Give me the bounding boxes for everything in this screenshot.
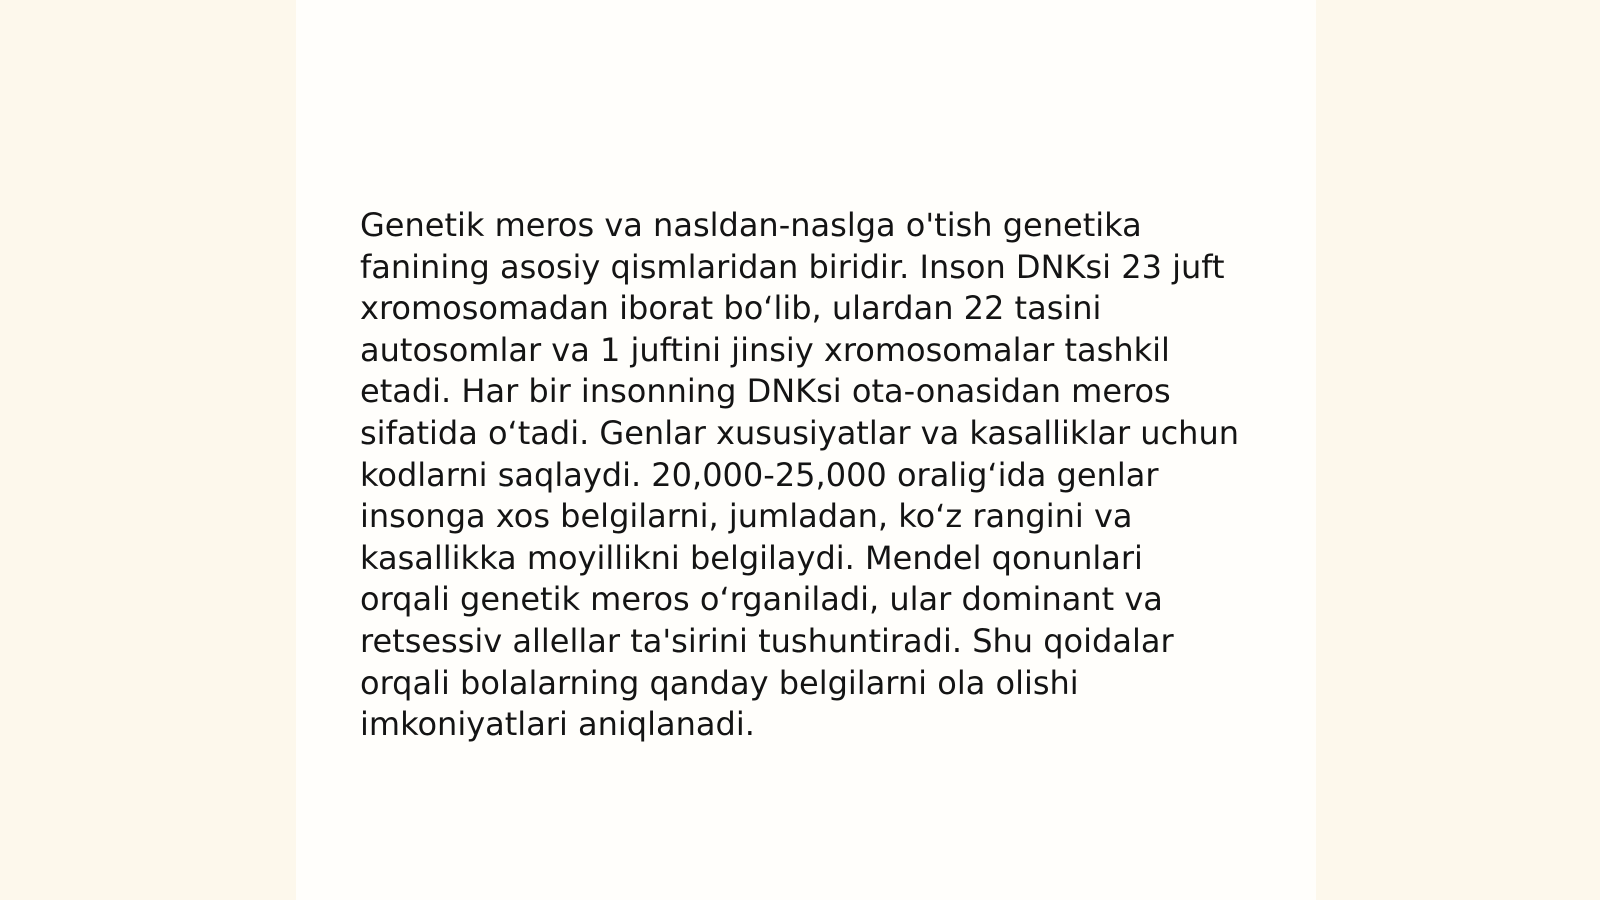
paragraph-line: insonga xos belgilarni, jumladan, ko‘z rangini va	[360, 497, 1133, 536]
paragraph-line: kodlarni saqlaydi. 20,000-25,000 oralig‘ida genlar	[360, 455, 1159, 494]
paragraph-line: orqali genetik meros o‘rganiladi, ular dominant va	[360, 580, 1163, 619]
paragraph-line: fanining asosiy qismlaridan biridir. Inson DNKsi 23 juft	[360, 247, 1225, 286]
paragraph-line: orqali bolalarning qanday belgilarni ola olishi	[360, 663, 1079, 702]
paragraph-line: imkoniyatlari aniqlanadi.	[360, 705, 755, 744]
paragraph-line: etadi. Har bir insonning DNKsi ota-onasidan meros	[360, 372, 1171, 411]
paragraph-line: xromosomadan iborat bo‘lib, ulardan 22 tasini	[360, 289, 1102, 328]
paragraph-line: Genetik meros va nasldan-naslga o'tish genetika	[360, 206, 1142, 244]
paragraph-line: kasallikka moyillikni belgilaydi. Mendel qonunlari	[360, 538, 1143, 577]
slide	[296, 0, 1316, 900]
body-paragraph	[360, 205, 1260, 746]
paragraph-line: autosomlar va 1 juftini jinsiy xromosomalar tashkil	[360, 330, 1170, 369]
paragraph-line: sifatida o‘tadi. Genlar xususiyatlar va kasalliklar uchun	[360, 413, 1239, 452]
paragraph-line: retsessiv allellar ta'sirini tushuntiradi. Shu qoidalar	[360, 621, 1174, 660]
